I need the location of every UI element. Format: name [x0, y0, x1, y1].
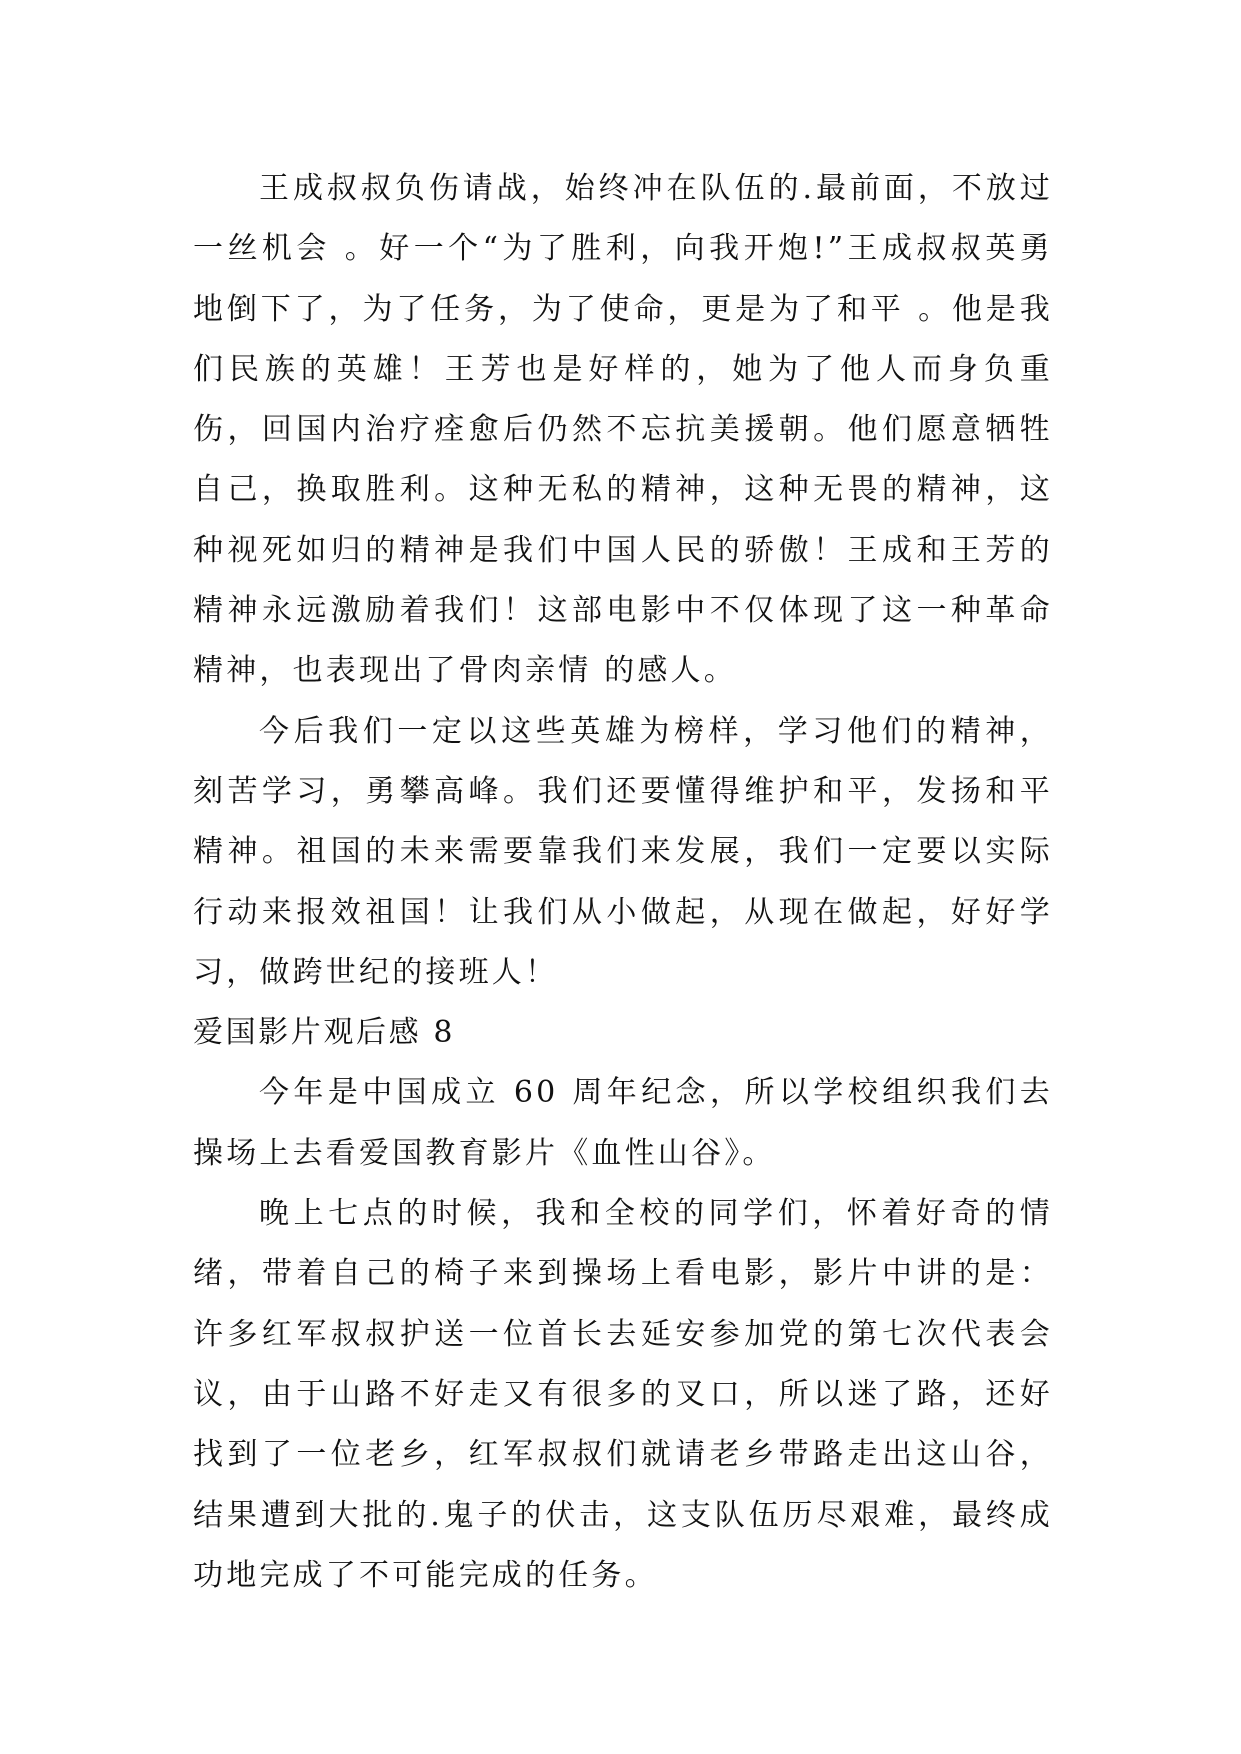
section-heading: 爱国影片观后感 8 — [193, 1015, 456, 1051]
paragraph-movie-night: 晚上七点的时候，我和全校的同学们，怀着好奇的情绪，带着自己的椅子来到操场上看电影，影片中讲的是：许多红军叔叔护送一位首长去延安参加党的第七次代表会议，由于山路不好走又有很多的叉口，所以迷了路，还好找到了一位老乡，红军叔叔们就请老乡带路走出这山谷，结果遭到大批的.鬼子的伏击，这支队伍历尽艰难，最终成功地完成了不可能完成的任务。 — [193, 1196, 1053, 1593]
document-body — [193, 159, 1053, 1606]
paragraph-wangcheng-heroism: 王成叔叔负伤请战，始终冲在队伍的.最前面，不放过一丝机会 。好一个“为了胜利，向我开炮!”王成叔叔英勇地倒下了，为了任务，为了使命，更是为了和平 。他是我们民族的英雄！王芳也是好样的，她为了他人而身负重伤，回国内治疗痊愈后仍然不忘抗美援朝。他们愿意牺牲自己，换取胜利。这种无私的精神，这种无畏的精神，这种视死如归的精神是我们中国人民的骄傲！王成和王芳的精神永远激励着我们！这部电影中不仅体现了这一种革命精神，也表现出了骨肉亲情 的感人。 — [193, 171, 1053, 689]
paragraph-learn-from-heroes: 今后我们一定以这些英雄为榜样，学习他们的精神，刻苦学习，勇攀高峰。我们还要懂得维护和平，发扬和平精神。祖国的未来需要靠我们来发展，我们一定要以实际行动来报效祖国！让我们从小做起，从现在做起，好好学习，做跨世纪的接班人！ — [193, 713, 1053, 990]
paragraph-60th-anniversary: 今年是中国成立 60 周年纪念，所以学校组织我们去操场上去看爱国教育影片《血性山谷》。 — [193, 1075, 1053, 1171]
